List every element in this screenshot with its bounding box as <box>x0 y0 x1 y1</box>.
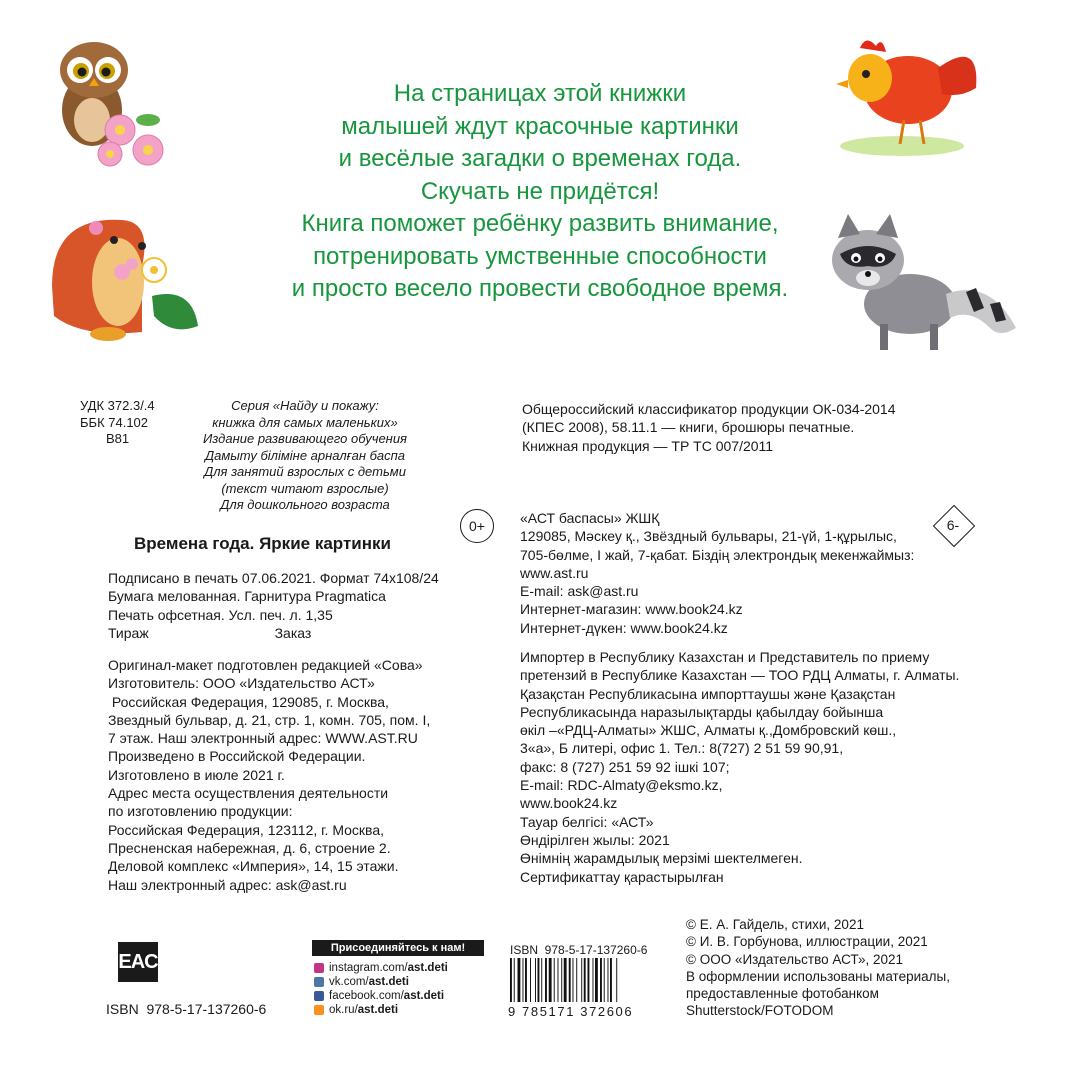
importer-line: 3«а», Б литері, офис 1. Тел.: 8(727) 2 51 59 90,91, <box>520 740 844 757</box>
okpd-info <box>522 400 942 455</box>
hedgehog-illustration <box>42 206 212 346</box>
importer-line: Республикасында наразылықтарды қабылдау бойынша <box>520 703 884 720</box>
copyright-line: Shutterstock/FOTODOM <box>686 1003 834 1019</box>
publisher-line: Изготовлено в июле 2021 г. <box>108 766 285 783</box>
age-rating-badge: 0+ <box>460 509 494 543</box>
barcode <box>508 958 658 1006</box>
kz-publisher-line: Интернет-магазин: www.book24.kz <box>520 601 743 618</box>
promo-line: Книга поможет ребёнку развить внимание, <box>301 210 779 237</box>
okpd-line: Книжная продукция — ТР ТС 007/2011 <box>522 437 774 454</box>
importer-info <box>520 648 970 886</box>
series-line: Для занятий взрослых с детьми <box>204 464 406 479</box>
copyright-line: © Е. А. Гайдель, стихи, 2021 <box>686 917 864 932</box>
kz-publisher-line: E-mail: ask@ast.ru <box>520 583 639 600</box>
copyright-line: предоставленные фотобанком <box>686 986 879 1002</box>
copyright-line: В оформлении использованы материалы, <box>686 968 950 984</box>
importer-line: Өндірілген жылы: 2021 <box>520 831 670 848</box>
series-line: книжка для самых маленьких» <box>212 414 398 430</box>
tirazh-row <box>108 624 508 642</box>
print-line: Подписано в печать 07.06.2021. Формат 74x108/24 <box>108 570 439 586</box>
okpd-line: (КПЕС 2008), 58.11.1 — книги, брошюры печатные. <box>522 419 855 436</box>
publisher-line: Деловой комплекс «Империя», 14, 15 этажи. <box>108 858 399 875</box>
publisher-line: по изготовлению продукции: <box>108 803 293 820</box>
age-kz-text: 6- <box>946 517 960 533</box>
facebook-icon <box>314 991 324 1001</box>
vk-icon <box>314 977 324 987</box>
kz-publisher-line: Интернет-дүкен: www.book24.kz <box>520 619 728 636</box>
kz-publisher-info <box>520 509 940 637</box>
publisher-line: Российская Федерация, 123112, г. Москва, <box>108 821 385 838</box>
series-info <box>165 398 445 514</box>
print-line: Печать офсетная. Усл. печ. л. 1,35 <box>108 606 333 623</box>
social-handle: ast.deti <box>357 1004 399 1016</box>
promo-line: потренировать умственные способности <box>313 242 767 270</box>
publisher-line: Звездный бульвар, д. 21, стр. 1, комн. 705, пом. I, <box>108 711 431 728</box>
social-link-vk[interactable] <box>314 976 409 988</box>
importer-line: E-mail: RDC-Almaty@eksmo.kz, <box>520 777 723 794</box>
series-line: (текст читают взрослые) <box>221 480 389 496</box>
kz-publisher-line: 129085, Мәскеу қ., Звёздный бульвары, 21-үй, 1-құрылыс, <box>520 528 897 545</box>
kz-publisher-line: «АСТ баспасы» ЖШҚ <box>520 510 660 526</box>
importer-line: өкіл –«РДЦ-Алматы» ЖШС, Алматы қ.,Домбровский көш., <box>520 722 897 739</box>
eac-mark-text: EAC <box>118 950 158 973</box>
publisher-line: Оригинал-макет подготовлен редакцией «Сова» <box>108 657 423 673</box>
isbn-top: ISBN 978-5-17-137260-6 <box>510 943 648 957</box>
instagram-icon <box>314 963 324 973</box>
print-info <box>108 569 508 642</box>
social-prefix: facebook.com/ <box>329 990 404 1002</box>
social-handle: ast.deti <box>407 962 448 974</box>
series-line: Для дошкольного возраста <box>220 497 390 512</box>
social-link-facebook[interactable] <box>314 990 444 1002</box>
social-handle: ast.deti <box>403 990 445 1002</box>
social-link-odnoklassniki[interactable] <box>314 1004 398 1016</box>
okpd-line: Общероссийский классификатор продукции ОК-034-2014 <box>522 401 896 417</box>
bbk-code: ББК 74.102 <box>80 414 149 430</box>
publisher-line: Изготовитель: ООО «Издательство АСТ» <box>108 675 375 692</box>
importer-line: Импортер в Республику Казахстан и Представитель по приему <box>520 649 930 665</box>
importer-line: Өнімнің жарамдылық мерзімі шектелмеген. <box>520 850 803 867</box>
social-header: Присоединяйтесь к нам! <box>312 940 484 956</box>
copyright-line: © И. В. Горбунова, иллюстрации, 2021 <box>686 934 928 950</box>
social-link-instagram[interactable] <box>314 962 448 974</box>
publisher-line: Пресненская набережная, д. 6, строение 2. <box>108 839 391 856</box>
raccoon-illustration <box>820 208 1030 358</box>
social-prefix: ok.ru/ <box>329 1004 358 1016</box>
importer-line: Қазақстан Республикасына импорттаушы және Қазақстан <box>520 685 896 702</box>
social-handle: ast.deti <box>368 976 409 988</box>
owl-illustration <box>50 32 180 172</box>
promo-line: На страницах этой книжки <box>393 80 687 107</box>
copyright-info <box>686 916 986 1020</box>
book-title: Времена года. Яркие картинки <box>134 534 391 553</box>
promo-line: Скучать не придётся! <box>420 177 660 205</box>
publisher-info <box>108 656 508 894</box>
series-line: Дамыту біліміне арналған баспа <box>204 447 406 463</box>
importer-line: претензий в Республике Казахстан — ТОО РДЦ Алматы, г. Алматы. <box>520 667 960 684</box>
isbn-left: ISBN 978-5-17-137260-6 <box>106 1001 267 1017</box>
importer-line: www.book24.kz <box>520 795 618 812</box>
importer-line: Тауар белгісі: «АСТ» <box>520 813 654 830</box>
print-line: Бумага мелованная. Гарнитура Pragmatica <box>108 588 386 605</box>
udk-code: УДК 372.3/.4 <box>80 398 155 413</box>
copyright-line: © ООО «Издательство АСТ», 2021 <box>686 951 904 967</box>
series-line: Серия «Найду и покажу: <box>231 398 379 413</box>
series-line: Издание развивающего обучения <box>202 431 408 446</box>
kz-publisher-line: www.ast.ru <box>520 564 589 581</box>
author-mark: В81 <box>106 431 130 446</box>
hen-illustration <box>830 28 990 158</box>
social-prefix: vk.com/ <box>329 976 369 988</box>
kz-publisher-line: 705-бөлме, I жай, 7-қабат. Біздің электрондық мекенжаймыз: <box>520 546 915 563</box>
barcode-digits: 9 785171 372606 <box>508 1004 634 1019</box>
promo-text <box>230 78 850 306</box>
social-prefix: instagram.com/ <box>329 962 408 974</box>
eac-logo <box>118 942 158 982</box>
importer-line: Сертификаттау қарастырылған <box>520 868 724 885</box>
tirazh-label: Тираж <box>108 624 149 641</box>
promo-line: малышей ждут красочные картинки <box>341 112 739 140</box>
publisher-line: Наш электронный адрес: ask@ast.ru <box>108 876 347 893</box>
promo-line: и просто весело провести свободное время. <box>291 275 789 302</box>
publisher-line: Российская Федерация, 129085, г. Москва, <box>108 693 389 710</box>
odnoklassniki-icon <box>314 1005 324 1015</box>
publisher-line: Произведено в Российской Федерации. <box>108 748 366 765</box>
importer-line: факс: 8 (727) 251 59 92 ішкі 107; <box>520 758 730 775</box>
promo-line: и весёлые загадки о временах года. <box>338 145 742 172</box>
zakaz-label: Заказ <box>274 624 312 641</box>
publisher-line: Адрес места осуществления деятельности <box>108 785 389 802</box>
publisher-line: 7 этаж. Наш электронный адрес: WWW.AST.RU <box>108 730 418 747</box>
